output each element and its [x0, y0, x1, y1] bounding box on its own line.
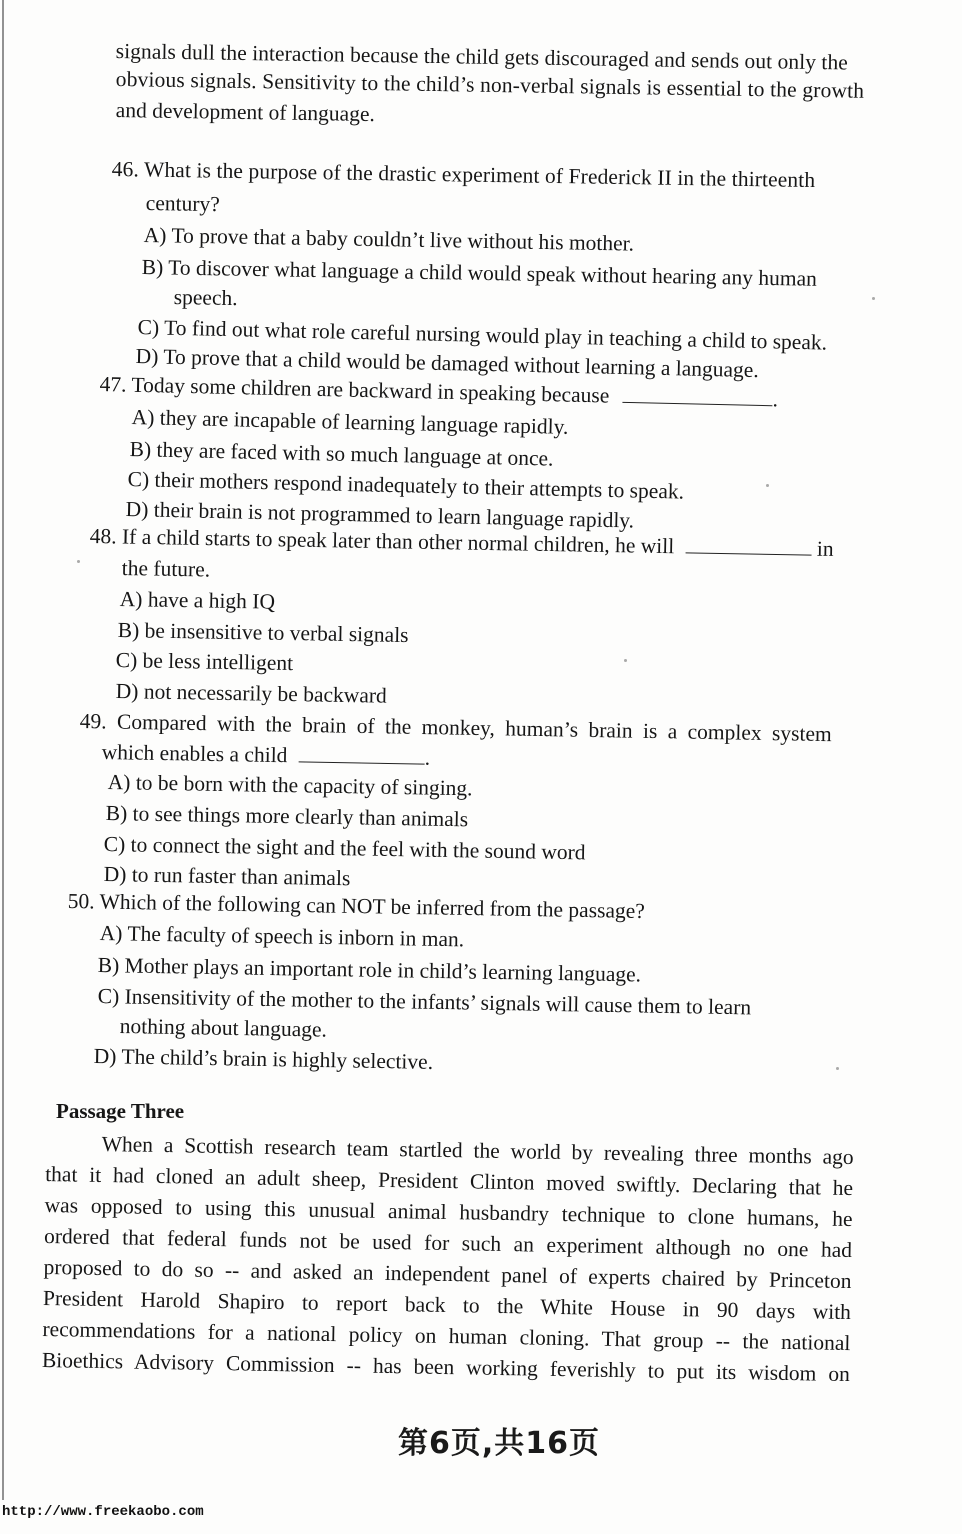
intro-line-2: obvious signals. Sensitivity to the child’s non-verbal signals is essential to the growth: [115, 66, 865, 103]
q49-option-a: A) to be born with the capacity of singing.: [107, 769, 473, 801]
footer-url: http://www.freekaobo.com: [2, 1504, 204, 1520]
q46-option-c: C) To find out what role careful nursing would play in teaching a child to speak.: [137, 314, 828, 355]
passage-line-7: recommendations for a national policy on human cloning. That group -- the national: [42, 1316, 851, 1356]
q49-option-d: D) to run faster than animals: [103, 861, 351, 891]
q47-answer-blank: [623, 384, 773, 406]
passage-line-1: When a Scottish research team startled the world by revealing three months ago: [101, 1131, 854, 1170]
q47-option-d: D) their brain is not programmed to learn language rapidly.: [125, 496, 635, 533]
q49-answer-blank: [299, 743, 425, 764]
scan-edge-line: [2, 0, 4, 1500]
q48-option-a: A) have a high IQ: [119, 586, 276, 614]
q48-stem-end: in: [816, 536, 834, 561]
q49-stem-line-2: [102, 739, 431, 771]
q50-option-c-line-2: nothing about language.: [119, 1013, 328, 1042]
q46-stem-line-2: century?: [145, 190, 220, 217]
q49-option-c: C) to connect the sight and the feel with the sound word: [103, 831, 586, 865]
q50-option-b: B) Mother plays an important role in child’s learning language.: [97, 952, 642, 987]
passage-line-5: proposed to do so -- and asked an independent panel of experts chaired by Princeton: [43, 1254, 852, 1294]
q48-stem-line-2: the future.: [121, 555, 211, 582]
passage-line-4: ordered that federal funds not be used for such an experiment although no one had: [43, 1223, 853, 1263]
scan-speck: [766, 484, 769, 487]
q47-stem-end: .: [772, 387, 779, 412]
passage-three-title: Passage Three: [56, 1099, 185, 1123]
intro-line-3: and development of language.: [115, 97, 376, 127]
scan-speck: [77, 560, 80, 563]
passage-line-3: was opposed to using this unusual animal husbandry technique to clone humans, he: [44, 1192, 853, 1232]
q46-stem-line-1: 46. What is the purpose of the drastic experiment of Frederick II in the thirteenth: [111, 156, 816, 193]
q48-option-c: C) be less intelligent: [115, 647, 294, 676]
q48-option-d: D) not necessarily be backward: [115, 678, 387, 708]
intro-line-1: signals dull the interaction because the child gets discouraged and sends out only the: [115, 38, 849, 75]
passage-line-8: Bioethics Advisory Commission -- has been working feverishly to put its wisdom on: [41, 1347, 851, 1387]
q46-option-b-line-2: speech.: [173, 284, 238, 311]
scan-speck: [872, 297, 875, 300]
scan-speck: [836, 1067, 839, 1070]
passage-three-paragraph: [42, 1128, 854, 1390]
q46-option-a: A) To prove that a baby couldn’t live without his mother.: [143, 222, 635, 256]
q49-stem-text: which enables a child: [101, 739, 288, 768]
q49-stem-line-1: 49. Compared with the brain of the monkey, human’s brain is a complex system: [79, 708, 832, 747]
q48-stem-text: 48. If a child starts to speak later than other normal children, he will: [89, 523, 675, 559]
q47-stem-text: 47. Today some children are backward in speaking because: [99, 371, 610, 408]
q48-answer-blank: [685, 534, 811, 555]
q50-option-c-line-1: C) Insensitivity of the mother to the infants’ signals will cause them to learn: [97, 983, 752, 1020]
q49-stem-end: .: [424, 745, 431, 770]
passage-line-2: that it had cloned an adult sheep, President Clinton moved swiftly. Declaring that he: [44, 1161, 854, 1201]
q50-option-d: D) The child’s brain is highly selective.: [93, 1043, 434, 1074]
q47-option-a: A) they are incapable of learning language rapidly.: [131, 404, 569, 439]
q46-option-b-line-1: B) To discover what language a child would speak without hearing any human: [141, 254, 818, 291]
q47-option-b: B) they are faced with so much language at once.: [129, 436, 554, 471]
q47-option-c: C) their mothers respond inadequately to their attempts to speak.: [127, 466, 685, 504]
page-number: 第6页,共16页: [398, 1426, 601, 1461]
passage-line-6: President Harold Shapiro to report back to the White House in 90 days with: [42, 1285, 852, 1325]
q50-stem: 50. Which of the following can NOT be inferred from the passage?: [67, 888, 646, 924]
q48-option-b: B) be insensitive to verbal signals: [117, 617, 409, 648]
q50-option-a: A) The faculty of speech is inborn in man.: [99, 920, 465, 952]
q46-option-d: D) To prove that a child would be damaged without learning a language.: [135, 343, 760, 383]
q49-option-b: B) to see things more clearly than animals: [105, 800, 469, 832]
scan-speck: [624, 659, 627, 662]
